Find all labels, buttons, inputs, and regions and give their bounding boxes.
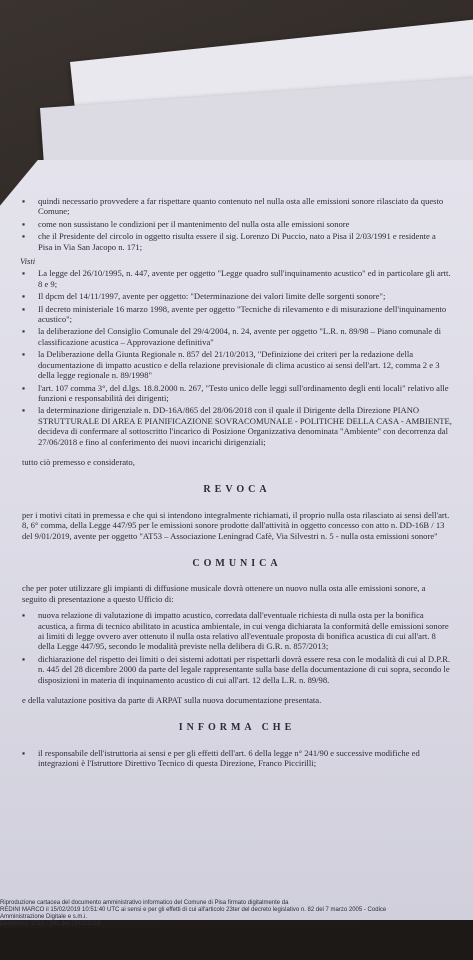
- visti-item: [22, 326, 452, 347]
- bullet-icon: ▪: [22, 268, 26, 279]
- visti-list: [22, 268, 452, 447]
- visti-item-text: la determinazione dirigenziale n. DD-16A/865 del 28/06/2018 con il quale il Dirigente della Direzione PIANO STRUTTURALE DI AREA E PIANIFICAZIONE SOVRACOMUNALE - POLITICHE DELLA CASA - AMBIENTE, decideva di confermare al sottoscritto l'incarico di Posizione Organizzativa denominata "Ambiente" con decorrenza dal 27/06/2018 e fino al conferimento dei nuovi incarichi dirigenziali;: [38, 405, 452, 447]
- footer-line: REDINI MARCO il 15/02/2019 10:51:40 UTC ai sensi e per gli effetti di cui all'articolo 23ter del decreto legislativo n. 82 del 7 marzo 2005 - Codice: [0, 907, 387, 913]
- bullet-icon: ▪: [22, 231, 26, 242]
- comunica-item-text: dichiarazione del rispetto dei limiti o dei sistemi adottati per rispettarli dovrà essere resa con le modalità di cui al D.P.R. n. 445 del 28 dicembre 2000 da parte del legale rappresentante sulla base della documentazione di cui sopra, secondo le disposizioni in materia di inquinamento acustico di cui all'art. 12 della L.R. n. 89/98.: [38, 653, 451, 685]
- comunica-text: che per poter utilizzare gli impianti di diffusione musicale dovrà ottenere un nuovo nulla osta alle emissioni sonore, a seguito di presentazione a questo Ufficio di:: [22, 583, 426, 604]
- revoca-heading: REVOCA: [203, 484, 271, 496]
- bullet-icon: ▪: [22, 382, 26, 393]
- bullet-icon: ▪: [22, 747, 26, 758]
- visti-item: [22, 304, 452, 325]
- visti-item: [22, 383, 452, 404]
- arpat-text: e della valutazione positiva da parte di ARPAT sulla nuova documentazione presentata.: [22, 695, 322, 706]
- informa-item: [22, 748, 452, 769]
- premise-item-text: quindi necessario provvedere a far rispettare quanto contenuto nel nulla osta alle emissioni sonore rilasciato da questo Comune;: [38, 196, 444, 217]
- visti-item-text: l'art. 107 comma 3°, del d.lgs. 18.8.2000 n. 267, "Testo unico delle leggi sull'ordinamento degli enti locali" relativo alle funzioni e responsabilità dei dirigenti;: [38, 382, 449, 403]
- premise-item: [22, 196, 452, 217]
- visti-item: [22, 268, 452, 289]
- visti-item-text: Il dpcm del 14/11/1997, avente per oggetto: "Determinazione dei valori limite delle sorgenti sonore";: [38, 291, 386, 302]
- bullet-icon: ▪: [22, 291, 26, 302]
- informa-heading: INFORMA CHE: [178, 722, 296, 734]
- visti-label: Visti: [20, 256, 36, 267]
- footer-line: Amministrazione Digitale e s.m.i.: [0, 914, 88, 920]
- comunica-heading: COMUNICA: [192, 557, 282, 569]
- bullet-icon: ▪: [22, 610, 26, 621]
- comunica-item: [22, 610, 452, 652]
- comunica-item-text: nuova relazione di valutazione di impatto acustico, corredata dall'eventuale richiesta di nulla osta per la bonifica acustica, a firma di tecnico abilitato in acustica ambientale, in cui venga dichiarata la conformità delle emissioni sonore ai limiti di legge ovvero aver ottenuto il nulla osta relativo all'eventuale proposta di bonifica acustica di cui all'art. 8 della Legge 447/95, secondo le modalità previste nella delibera di G.R. n. 857/2013;: [38, 610, 449, 652]
- comunica-item: [22, 654, 452, 685]
- visti-item: [22, 349, 452, 380]
- premise-item-text: come non sussistano le condizioni per il mantenimento del nulla osta alle emissioni sonore: [38, 218, 350, 229]
- bullet-icon: ▪: [22, 349, 26, 360]
- bullet-icon: ▪: [22, 196, 26, 206]
- table-surface: [0, 928, 473, 960]
- bullet-icon: ▪: [22, 405, 26, 416]
- premise-item: [22, 231, 452, 252]
- document-body: [22, 196, 452, 771]
- bullet-icon: ▪: [22, 326, 26, 337]
- comunica-list: [22, 610, 452, 685]
- footer-line: Riproduzione cartacea del documento amministrativo informatico del Comune di Pisa firmato digitalmente da: [0, 900, 289, 906]
- bullet-icon: ▪: [22, 218, 26, 229]
- premise-list: [22, 196, 452, 252]
- visti-item: [22, 291, 452, 301]
- visti-item: [22, 405, 452, 447]
- bullet-icon: ▪: [22, 653, 26, 664]
- visti-item-text: Il decreto ministeriale 16 marzo 1998, avente per oggetto "Tecniche di rilevamento e di misurazione dell'inquinamento acustico";: [38, 303, 447, 325]
- informa-list: [22, 748, 452, 769]
- digital-signature-footer: [0, 900, 473, 928]
- footer-line: Determina: 2019 / 261 del 15/02/2019: [0, 921, 101, 927]
- visti-item-text: La legge del 26/10/1995, n. 447, avente per oggetto "Legge quadro sull'inquinamento acustico" ed in particolare gli artt. 8 e 9;: [38, 268, 451, 289]
- visti-item-text: la deliberazione del Consiglio Comunale del 29/4/2004, n. 24, avente per oggetto "L.R. n. 89/98 – Piano comunale di classificazione acustica – Approvazione definitiva": [38, 326, 442, 347]
- premise-item-text: che il Presidente del circolo in oggetto risulta essere il sig. Lorenzo Di Puccio, nato a Pisa il 2/03/1991 e residente a Pisa in Via San Jacopo n. 171;: [38, 231, 436, 252]
- revoca-text: per i motivi citati in premessa e che qui si intendono integralmente richiamati, il proprio nulla osta rilasciato ai sensi dell'art. 8, 6° comma, della Legge 447/95 per le emissioni sonore prodotte dall'attività in oggetto concesso con atto n. DD-16B / 13 del 9/01/2019, avente per oggetto "AT53 – Associazione Leningrad Cafè, Via Silvestri n. 5 - nulla osta emissioni sonore": [22, 509, 450, 541]
- bullet-icon: ▪: [22, 303, 26, 314]
- premesso-text: tutto ciò premesso e considerato,: [22, 456, 135, 467]
- informa-item-text: il responsabile dell'istruttoria ai sensi e per gli effetti dell'art. 6 della legge n° 241/90 e successive modifiche ed integrazioni è l'Istruttore Direttivo Tecnico di questa Direzione, Franco Piccirilli;: [38, 747, 420, 769]
- visti-item-text: la Deliberazione della Giunta Regionale n. 857 del 21/10/2013, "Definizione dei criteri per la redazione della documentazione di impatto acustico e della relazione previsionale di clima acustico ai sensi dell'art. 12, comma 2 e 3 della legge regionale n. 89/1998": [38, 349, 440, 381]
- premise-item: [22, 219, 452, 229]
